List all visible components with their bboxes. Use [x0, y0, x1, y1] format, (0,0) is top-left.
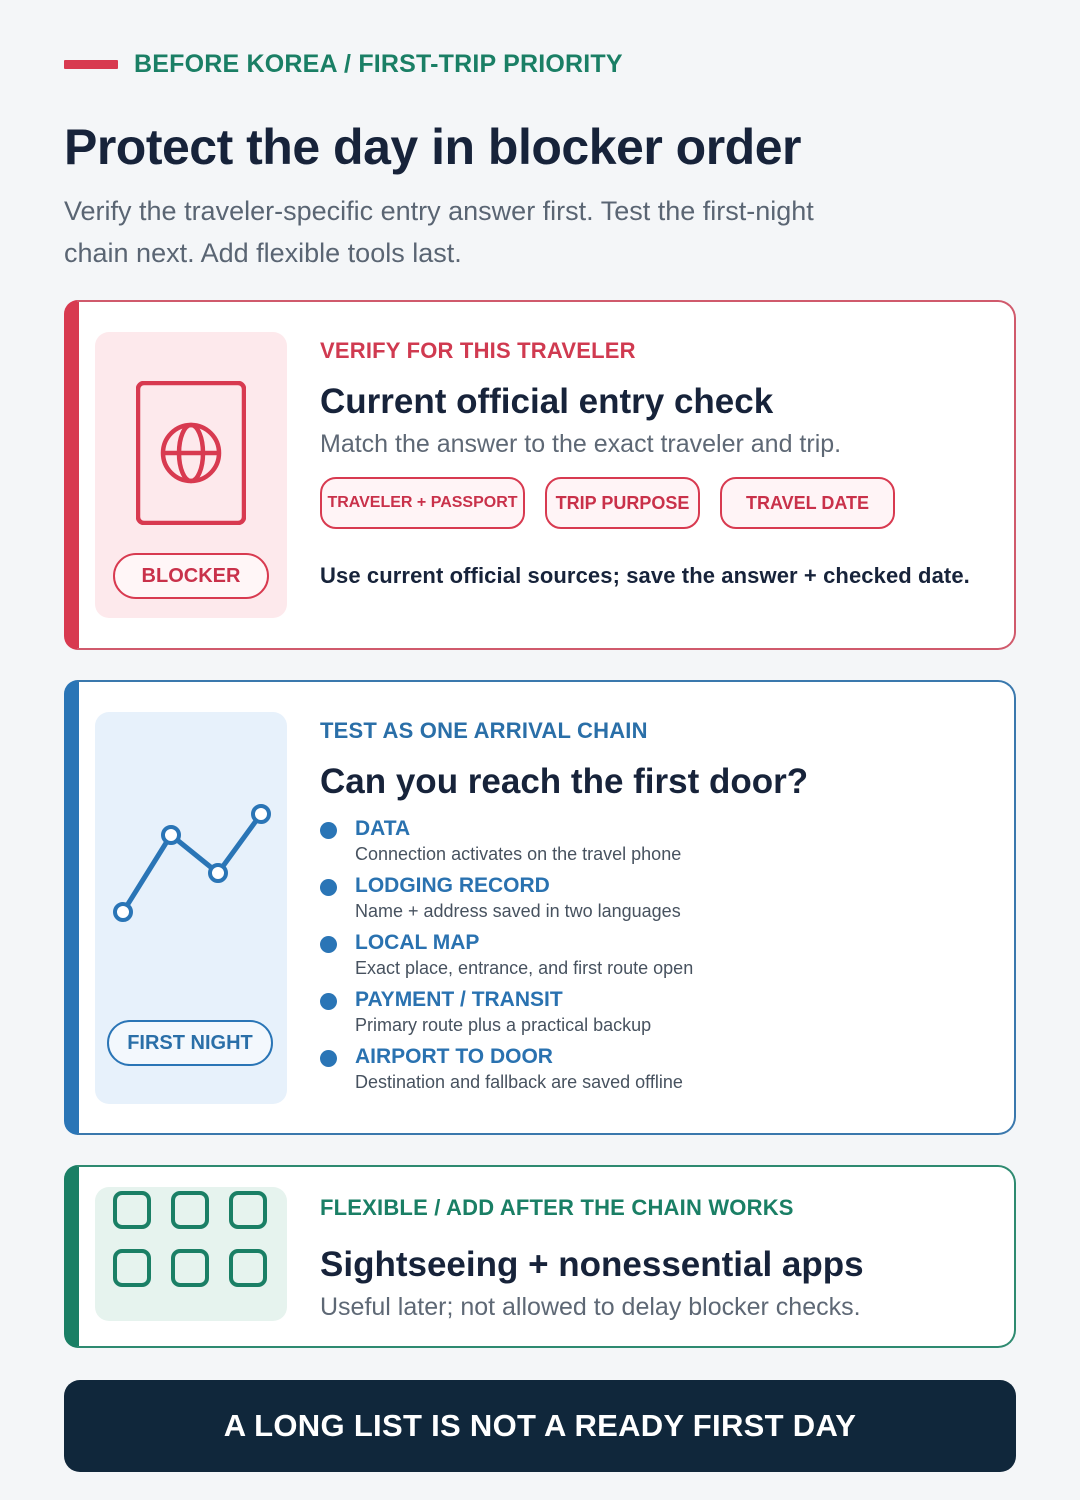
- blocker-chips: [320, 477, 992, 529]
- chip-trip-purpose: TRIP PURPOSE: [545, 477, 700, 529]
- arrival-kicker: TEST AS ONE ARRIVAL CHAIN: [320, 718, 648, 743]
- footer-banner: A LONG LIST IS NOT A READY FIRST DAY: [64, 1380, 1016, 1472]
- list-item-desc: Name + address saved in two languages: [355, 901, 681, 921]
- blocker-badge: BLOCKER: [113, 553, 269, 599]
- blocker-subtitle: Match the answer to the exact traveler and trip.: [320, 430, 842, 458]
- arrival-title: Can you reach the first door?: [320, 762, 809, 801]
- arrival-card: [64, 680, 1016, 1135]
- flexible-content: [320, 1195, 992, 1322]
- list-item: [320, 1044, 992, 1101]
- list-item-label: DATA: [355, 817, 411, 840]
- blocker-note: Use current official sources; save the answer + checked date.: [320, 563, 970, 588]
- bullet-icon: [320, 879, 337, 896]
- chip-traveler-passport: TRAVELER + PASSPORT: [320, 477, 525, 529]
- bullet-icon: [320, 1050, 337, 1067]
- list-item-desc: Connection activates on the travel phone: [355, 844, 682, 864]
- flexible-subtitle: Useful later; not allowed to delay blocker checks.: [320, 1293, 861, 1321]
- app-grid-icon: [113, 1191, 273, 1291]
- blocker-card: [64, 300, 1016, 650]
- list-item-label: LOCAL MAP: [355, 931, 480, 954]
- eyebrow-accent-bar: [64, 60, 118, 69]
- page-title: Protect the day in blocker order: [64, 119, 801, 175]
- eyebrow-label: BEFORE KOREA / FIRST-TRIP PRIORITY: [134, 50, 623, 78]
- list-item-label: PAYMENT / TRANSIT: [355, 988, 563, 1011]
- list-item-desc: Destination and fallback are saved offline: [355, 1072, 683, 1092]
- chip-travel-date: TRAVEL DATE: [720, 477, 895, 529]
- passport-icon: [136, 381, 246, 525]
- arrival-icon-panel: [95, 712, 287, 1104]
- flexible-icon-panel: [95, 1187, 287, 1321]
- first-night-badge: FIRST NIGHT: [107, 1020, 273, 1066]
- blocker-kicker: VERIFY FOR THIS TRAVELER: [320, 338, 636, 363]
- bullet-icon: [320, 936, 337, 953]
- bullet-icon: [320, 822, 337, 839]
- list-item: [320, 987, 992, 1044]
- list-item: [320, 873, 992, 930]
- list-item: [320, 930, 992, 987]
- eyebrow: [64, 50, 623, 79]
- list-item-desc: Exact place, entrance, and first route open: [355, 958, 694, 978]
- route-icon: [107, 804, 279, 934]
- page-subtitle: Verify the traveler-specific entry answer first. Test the first-night chain next. Add flexible tools last.: [64, 196, 814, 268]
- arrival-checklist: [320, 816, 992, 1101]
- list-item: [320, 816, 992, 873]
- list-item-label: AIRPORT TO DOOR: [355, 1045, 553, 1068]
- arrival-content: [320, 718, 992, 1101]
- blocker-content: [320, 338, 992, 589]
- flexible-card: [64, 1165, 1016, 1348]
- bullet-icon: [320, 993, 337, 1010]
- list-item-label: LODGING RECORD: [355, 874, 550, 897]
- flexible-kicker: FLEXIBLE / ADD AFTER THE CHAIN WORKS: [320, 1195, 794, 1220]
- list-item-desc: Primary route plus a practical backup: [355, 1015, 652, 1035]
- flexible-title: Sightseeing + nonessential apps: [320, 1245, 864, 1284]
- blocker-title: Current official entry check: [320, 382, 774, 421]
- blocker-icon-panel: [95, 332, 287, 618]
